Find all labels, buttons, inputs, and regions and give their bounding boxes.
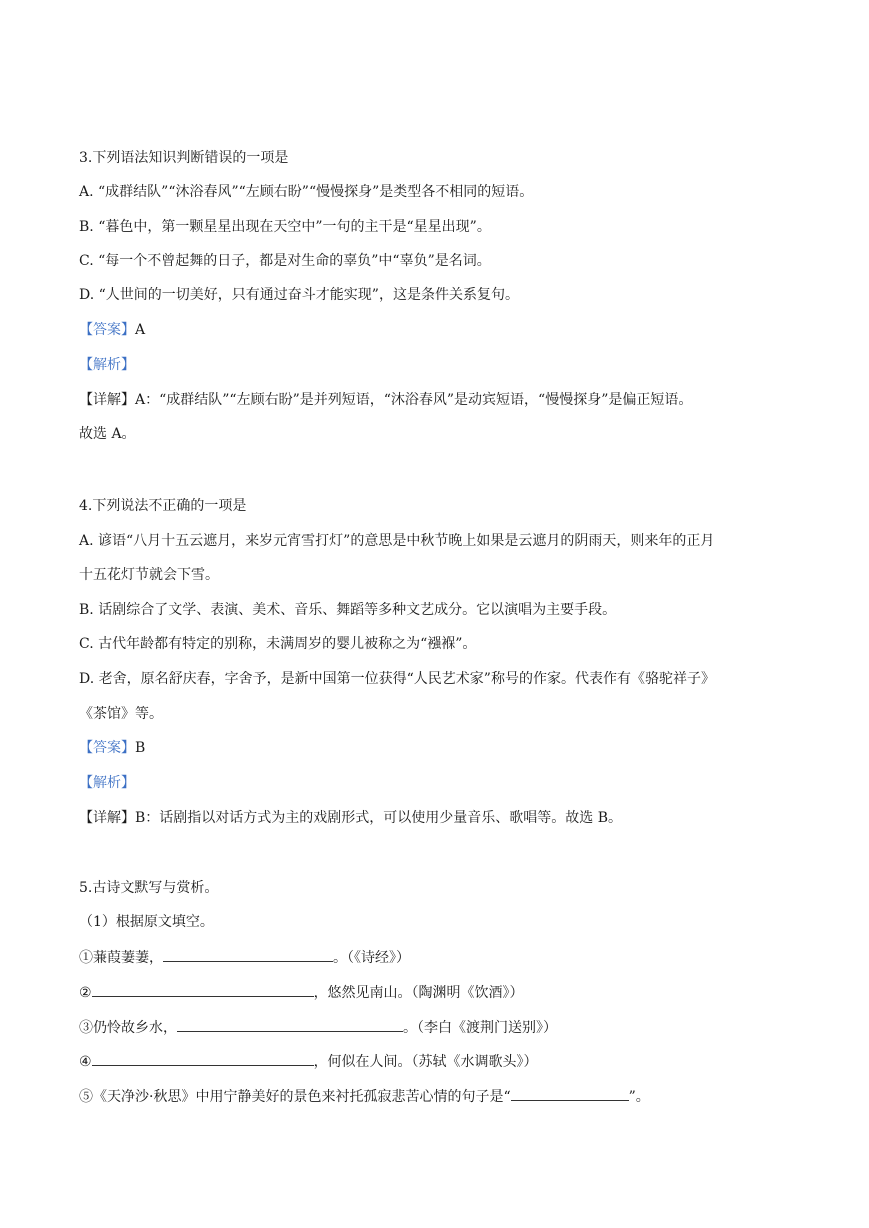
q3-option-a: A. “成群结队”“沐浴春风”“左顾右盼”“慢慢探身”是类型各不相同的短语。 <box>79 184 534 200</box>
q4-option-a-line2: 十五花灯节就会下雪。 <box>79 567 219 583</box>
q5-item3-blank[interactable] <box>177 1017 403 1032</box>
q4-detail-text: B：话剧指以对话方式为主的戏剧形式，可以使用少量音乐、歌唱等。故选 B。 <box>135 810 623 826</box>
q5-item1-blank[interactable] <box>163 947 333 962</box>
q4-detail-tag: 【详解】 <box>79 810 135 826</box>
q3-detail-text: A：“成群结队”“左顾右盼”是并列短语，“沐浴春风”是动宾短语，“慢慢探身”是偏正短语。 <box>135 392 693 408</box>
q4-answer-tag: 【答案】 <box>79 740 135 756</box>
q5-item4-blank[interactable] <box>92 1051 314 1066</box>
q3-detail-line <box>79 390 829 410</box>
q5-item1-post: 。（《诗经》） <box>333 950 410 966</box>
q5-item1 <box>79 947 829 968</box>
q3-analysis-tag <box>79 355 829 375</box>
q4-option-d-line1: D. 老舍，原名舒庆春，字舍予，是新中国第一位获得“人民艺术家”称号的作家。代表作有《骆驼祥子》 <box>79 671 715 687</box>
q3-option-b: B. “暮色中，第一颗星星出现在天空中”一句的主干是“星星出现”。 <box>79 219 491 235</box>
q3-answer: A <box>135 322 146 338</box>
q5-item2-post: ，悠然见南山。（陶渊明《饮酒》） <box>313 985 524 1001</box>
q4-option-c: C. 古代年龄都有特定的别称，未满周岁的婴儿被称之为“襁褓”。 <box>79 636 477 652</box>
q5-item5 <box>79 1086 829 1107</box>
q5-item5-pre: ⑤《天净沙·秋思》中用宁静美好的景色来衬托孤寂悲苦心情的句子是“ <box>79 1089 511 1105</box>
q4-analysis-tag <box>79 773 829 793</box>
q5-stem: 5.古诗文默写与赏析。 <box>79 880 219 896</box>
q5-item3-post: 。（李白《渡荆门送别》） <box>403 1020 557 1036</box>
q3-option-d: D. “人世间的一切美好，只有通过奋斗才能实现”，这是条件关系复句。 <box>79 287 519 303</box>
q4-answer: B <box>135 740 146 756</box>
q5-item4-pre: ④ <box>79 1054 92 1070</box>
q5-item2-blank[interactable] <box>92 982 314 997</box>
q5-item4-post: ，何似在人间。（苏轼《水调歌头》） <box>313 1054 538 1070</box>
q3-stem: 3.下列语法知识判断错误的一项是 <box>79 150 289 166</box>
q4-option-b: B. 话剧综合了文学、表演、美术、音乐、舞蹈等多种文艺成分。它以演唱为主要手段。 <box>79 602 617 618</box>
q4-option-d-line2: 《茶馆》等。 <box>79 706 163 722</box>
q5-item2 <box>79 982 829 1003</box>
q3-detail-tag: 【详解】 <box>79 392 135 408</box>
q3-detail-line2: 故选 A。 <box>79 426 136 442</box>
q5-item2-pre: ② <box>79 985 92 1001</box>
q5-item3-pre: ③仍怜故乡水， <box>79 1020 177 1036</box>
q3-answer-line <box>79 320 829 340</box>
q4-analysis-label: 【解析】 <box>79 775 135 791</box>
q3-analysis-label: 【解析】 <box>79 357 135 373</box>
q5-item5-blank[interactable] <box>511 1086 629 1101</box>
q5-item1-pre: ①蒹葭萋萋， <box>79 950 163 966</box>
q4-detail-line <box>79 808 829 828</box>
q4-stem: 4.下列说法不正确的一项是 <box>79 498 247 514</box>
q5-sub1: （1）根据原文填空。 <box>79 914 214 930</box>
q3-option-c: C. “每一个不曾起舞的日子，都是对生命的辜负”中“辜负”是名词。 <box>79 253 491 269</box>
q5-item3 <box>79 1017 829 1038</box>
q4-answer-line <box>79 738 829 758</box>
q4-option-a-line1: A. 谚语“八月十五云遮月，来岁元宵雪打灯”的意思是中秋节晚上如果是云遮月的阴雨天，则来年的正月 <box>79 533 715 549</box>
q3-answer-tag: 【答案】 <box>79 322 135 338</box>
q5-item5-post: ”。 <box>628 1089 650 1105</box>
q5-item4 <box>79 1051 829 1072</box>
